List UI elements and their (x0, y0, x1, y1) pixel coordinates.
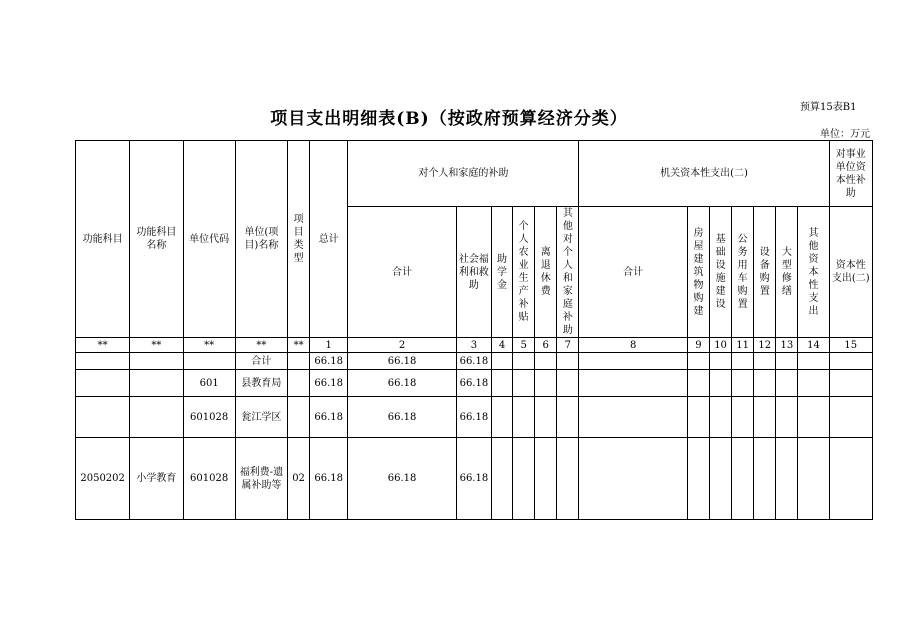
header-group-personal: 对个人和家庭的补助 (348, 141, 579, 207)
cell-func-name (130, 370, 183, 397)
header-proj-type: 项目类型 (288, 141, 310, 338)
header-total: 总计 (310, 141, 348, 338)
cell-func-code: 2050202 (76, 438, 130, 520)
cell-func-code (76, 397, 130, 438)
index-cell: 13 (776, 338, 798, 353)
cell-func-name (130, 397, 183, 438)
header-equipment: 设备购置 (754, 207, 776, 338)
cell-func-name (130, 353, 183, 370)
index-cell: 5 (513, 338, 535, 353)
cell-unit-name: 瓮江学区 (235, 397, 287, 438)
header-other-personal: 其他对个人和家庭补助 (557, 207, 579, 338)
cell-total: 66.18 (310, 438, 348, 520)
cell-subtotal: 66.18 (348, 397, 457, 438)
cell-func-code (76, 353, 130, 370)
index-row (76, 338, 873, 353)
index-cell: 1 (310, 338, 348, 353)
index-cell: 4 (491, 338, 512, 353)
cell-subtotal: 66.18 (348, 438, 457, 520)
cell-unit-code: 601028 (183, 397, 235, 438)
index-cell: 12 (754, 338, 776, 353)
header-vehicle: 公务用车购置 (732, 207, 754, 338)
cell-total: 66.18 (310, 353, 348, 370)
header-social-welfare: 社会福利和救助 (456, 207, 491, 338)
index-cell: 8 (579, 338, 688, 353)
cell-social-welfare: 66.18 (456, 370, 491, 397)
header-building: 房屋建筑物购建 (687, 207, 709, 338)
cell-social-welfare: 66.18 (456, 397, 491, 438)
header-func-code: 功能科目 (76, 141, 130, 338)
index-cell: 3 (456, 338, 491, 353)
form-number: 预算15表B1 (800, 102, 857, 113)
index-cell: 14 (798, 338, 829, 353)
index-cell: ** (288, 338, 310, 353)
index-cell: 15 (829, 338, 872, 353)
expenditure-table (75, 140, 873, 520)
cell-proj-type (288, 353, 310, 370)
header-func-name: 功能科目名称 (130, 141, 183, 338)
cell-proj-type (288, 370, 310, 397)
cell-subtotal: 66.18 (348, 370, 457, 397)
header-other-capital: 其他资本性支出 (798, 207, 829, 338)
cell-social-welfare: 66.18 (456, 438, 491, 520)
header-infra: 基础设施建设 (710, 207, 732, 338)
cell-unit-code: 601 (183, 370, 235, 397)
header-group-capital: 机关资本性支出(二) (579, 141, 829, 207)
index-cell: 11 (732, 338, 754, 353)
header-agri-subsidy: 个人农业生产补贴 (513, 207, 535, 338)
table-row (76, 397, 873, 438)
index-cell: 7 (557, 338, 579, 353)
cell-total: 66.18 (310, 370, 348, 397)
header-row-1 (76, 141, 873, 207)
cell-unit-code (183, 353, 235, 370)
index-cell: ** (130, 338, 183, 353)
unit-label: 单位：万元 (820, 129, 870, 140)
index-cell: 9 (687, 338, 709, 353)
cell-func-code (76, 370, 130, 397)
header-unit-name: 单位(项目)名称 (235, 141, 287, 338)
cell-unit-code: 601028 (183, 438, 235, 520)
index-cell: 6 (535, 338, 557, 353)
cell-unit-name: 县教育局 (235, 370, 287, 397)
cell-proj-type (288, 397, 310, 438)
header-group-enterprise: 对事业单位资本性补助 (829, 141, 872, 207)
index-cell: 2 (348, 338, 457, 353)
cell-unit-name: 福利费-遗属补助等 (235, 438, 287, 520)
table-row (76, 438, 873, 520)
table-row (76, 370, 873, 397)
header-grant: 助学金 (491, 207, 512, 338)
index-cell: ** (76, 338, 130, 353)
index-cell: ** (235, 338, 287, 353)
cell-proj-type: 02 (288, 438, 310, 520)
table-row (76, 353, 873, 370)
cell-social-welfare: 66.18 (456, 353, 491, 370)
cell-func-name: 小学教育 (130, 438, 183, 520)
header-subtotal-a: 合计 (348, 207, 457, 338)
header-unit-code: 单位代码 (183, 141, 235, 338)
header-subtotal-b: 合计 (579, 207, 688, 338)
page-title: 项目支出明细表(B)（按政府预算经济分类） (270, 109, 628, 129)
header-repair: 大型修缮 (776, 207, 798, 338)
header-capital-two: 资本性支出(二) (829, 207, 872, 338)
index-cell: ** (183, 338, 235, 353)
cell-unit-name: 合计 (235, 353, 287, 370)
cell-subtotal: 66.18 (348, 353, 457, 370)
cell-total: 66.18 (310, 397, 348, 438)
index-cell: 10 (710, 338, 732, 353)
header-retire: 离退休费 (535, 207, 557, 338)
